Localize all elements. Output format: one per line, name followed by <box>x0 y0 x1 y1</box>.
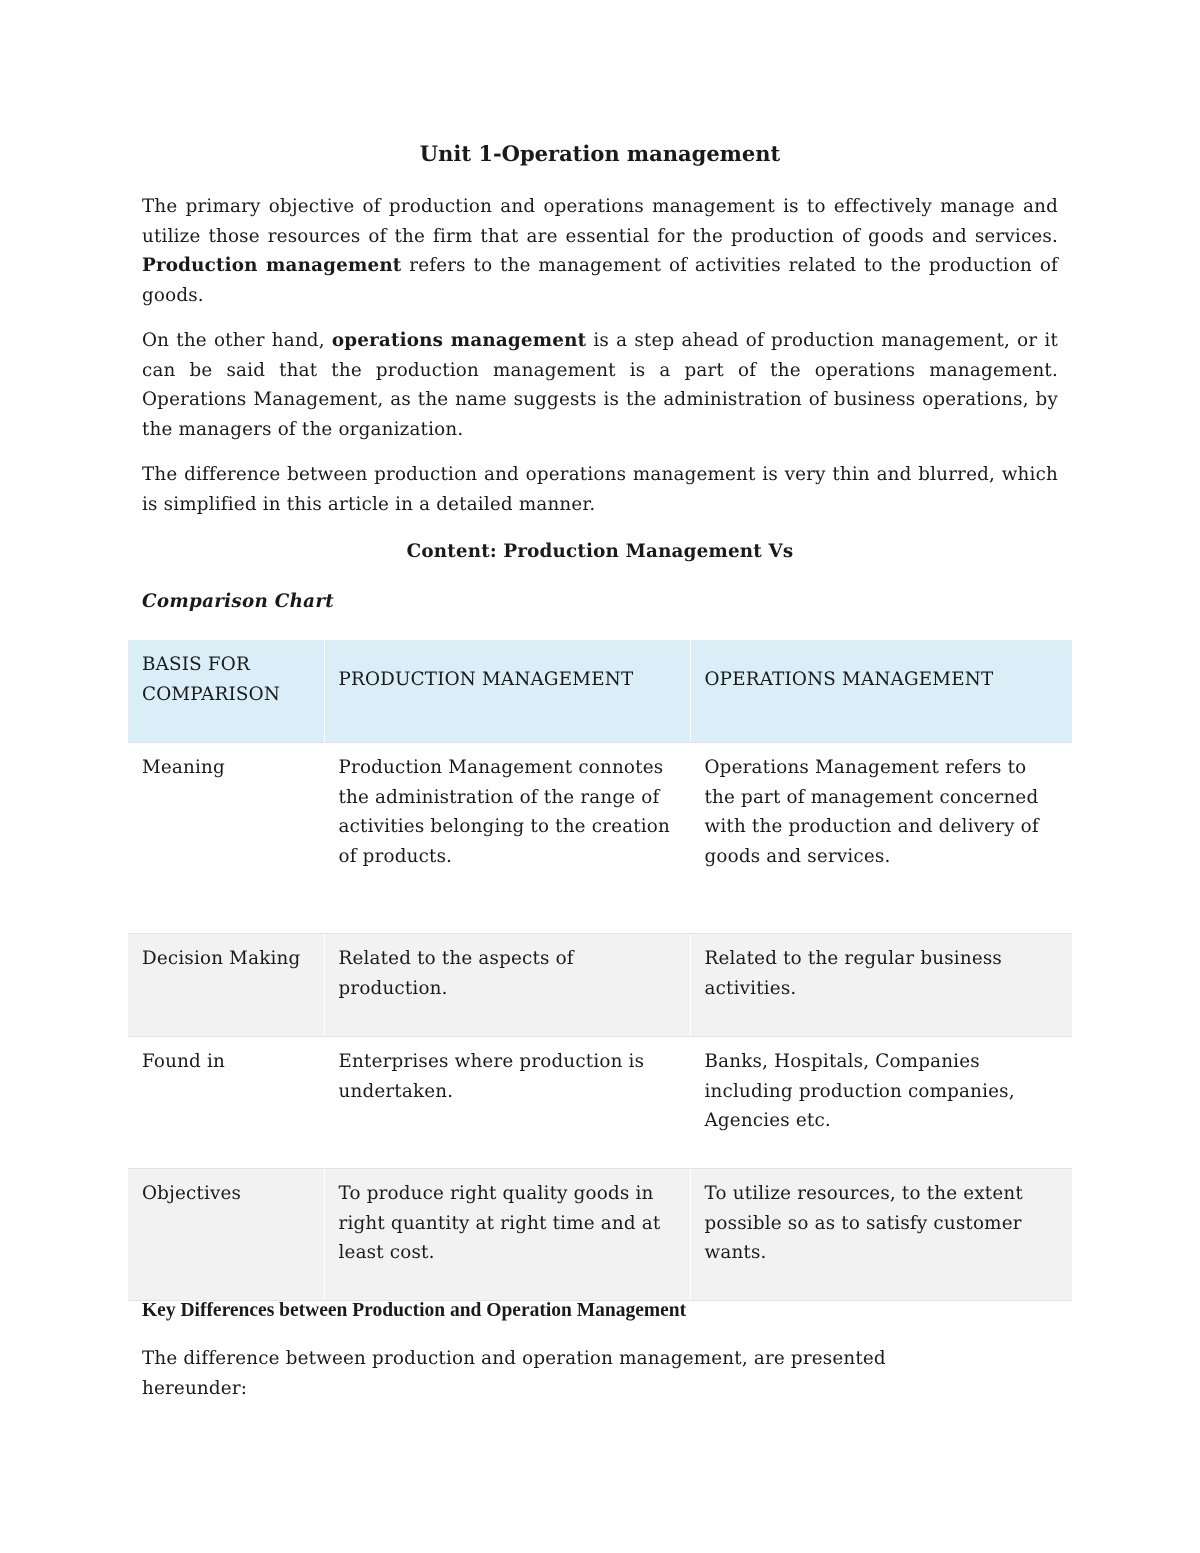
page-title: Unit 1-Operation management <box>419 141 781 166</box>
cell-production: To produce right quality goods in right quantity at right time and at least cost. <box>324 1169 690 1301</box>
document-body <box>142 138 1058 635</box>
paragraph-text: is a step ahead of production management, or it can be said that the production management is a part of the operations management. Operations Management, as the name suggests is the administration of business operations, by the managers of the organization. <box>142 330 1059 440</box>
paragraph-operations <box>142 326 1058 444</box>
bold-term: operations management <box>331 330 587 351</box>
cell-operations: Operations Management refers to the part of management concerned with the production and delivery of goods and services. <box>690 743 1072 934</box>
comparison-table <box>128 640 1072 1301</box>
paragraph-text: refers to the management of activities related to the production of goods. <box>142 255 1058 306</box>
cell-production: Enterprises where production is undertaken. <box>324 1037 690 1169</box>
paragraph-text: On the other hand, <box>142 330 332 351</box>
cell-operations: Related to the regular business activities. <box>690 934 1072 1037</box>
comparison-chart-heading: Comparison Chart <box>142 591 334 612</box>
cell-basis: Objectives <box>128 1169 324 1301</box>
key-differences-paragraph: The difference between production and operation management, are presented hereunder: <box>142 1348 886 1399</box>
key-differences-heading: Key Differences between Production and Operation Management <box>142 1300 687 1321</box>
cell-production: Production Management connotes the administration of the range of activities belonging to the creation of products. <box>324 743 690 934</box>
cell-basis: Meaning <box>128 743 324 934</box>
cell-basis: Decision Making <box>128 934 324 1037</box>
paragraph-objective <box>142 192 1058 310</box>
bold-term: Production management <box>142 255 402 276</box>
content-heading: Content: Production Management Vs <box>406 541 794 562</box>
cell-production: Related to the aspects of production. <box>324 934 690 1037</box>
header-operations <box>690 640 1072 743</box>
table-row <box>128 1037 1072 1169</box>
header-operations-label: OPERATIONS MANAGEMENT <box>704 669 994 690</box>
cell-operations: To utilize resources, to the extent possible so as to satisfy customer wants. <box>690 1169 1072 1301</box>
header-production-label: PRODUCTION MANAGEMENT <box>338 669 634 690</box>
table-header-row <box>128 640 1072 743</box>
table-row <box>128 743 1072 934</box>
paragraph-difference: The difference between production and operations management is very thin and blurred, which is simplified in this article in a detailed manner. <box>142 464 1058 515</box>
cell-operations: Banks, Hospitals, Companies including production companies, Agencies etc. <box>690 1037 1072 1169</box>
table-row <box>128 934 1072 1037</box>
cell-basis: Found in <box>128 1037 324 1169</box>
header-basis: BASIS FOR COMPARISON <box>128 640 324 743</box>
table-row <box>128 1169 1072 1301</box>
paragraph-text: The primary objective of production and operations management is to effectively manage and utilize those resources of the firm that are essential for the production of goods and services. <box>142 196 1058 247</box>
header-production <box>324 640 690 743</box>
